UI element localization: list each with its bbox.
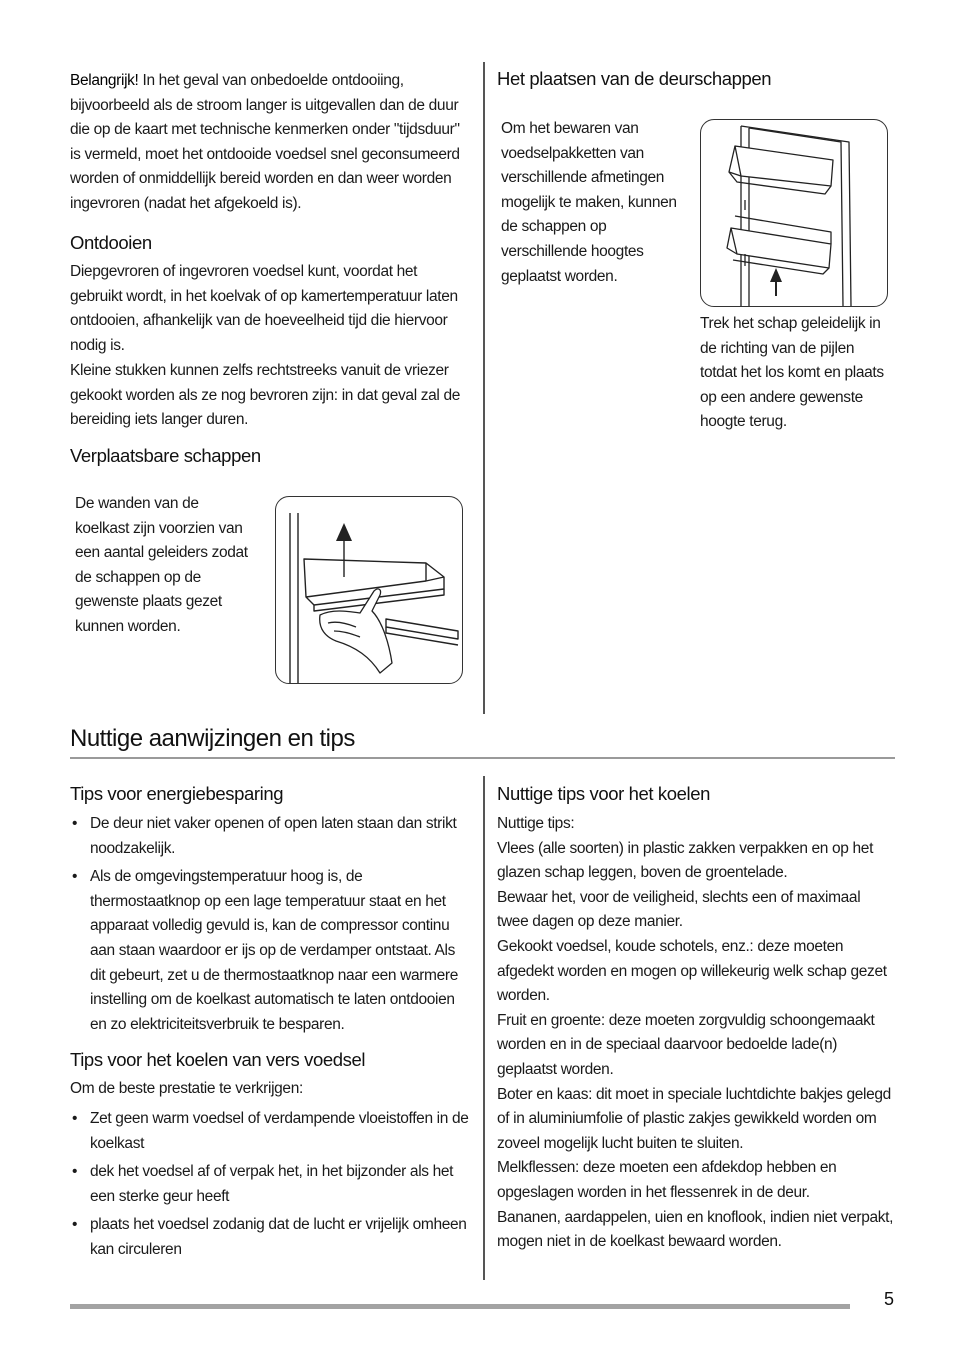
cooling-paragraph: Vlees (alle soorten) in plastic zakken verpakken en op het glazen schap leggen, boven de groentelade. — [497, 839, 874, 882]
thaw-paragraph-2: Kleine stukken kunnen zelfs rechtstreeks vanuit de vriezer gekookt worden als ze nog bevroren zijn: in dat geval zal de bereiding iets langer duren. — [70, 362, 461, 429]
fresh-bullet-3: plaats het voedsel zodanig dat de lucht er vrijelijk omheen kan circuleren — [90, 1216, 467, 1258]
up-arrow-icon — [770, 268, 782, 282]
section-title: Nuttige aanwijzingen en tips — [70, 725, 355, 752]
fresh-bullet-list — [70, 1107, 470, 1267]
cooling-paragraph: Fruit en groente: deze moeten zorgvuldig schoongemaakt worden en in de speciaal daarvoor bedoelde lade(n) geplaatst worden. — [497, 1011, 875, 1078]
thaw-heading: Ontdooien — [70, 232, 152, 253]
up-arrow-icon — [336, 523, 352, 541]
energy-bullet-2: Als de omgevingstemperatuur hoog is, de thermostaatknop op een lage temperatuur staat en het apparaat volledig gevuld is, kan de compressor continu aan staan waardoor er ijs op de verdamper ontstaat. Als dit gebeurt, zet u de thermostaatknop naar een warmere instelling om de koelkast automatisch te laten ontdooien en zo elektriciteitsverbruik te besparen. — [90, 868, 458, 1033]
important-text: In het geval van onbedoelde ontdooiing, bijvoorbeeld als de stroom langer is uitgevallen dan de duur die op de kaart met technische kenmerken onder "tijdsduur" is vermeld, moet het ontdooide voedsel snel geconsumeerd worden of onmiddellijk bereid worden en dan weer worden ingevroren (nadat het afgekoeld is). — [70, 72, 460, 212]
energy-bullet-list — [70, 812, 470, 1041]
list-item — [70, 812, 470, 861]
list-item — [70, 1160, 470, 1209]
thaw-paragraph-1: Diepgevroren of ingevroren voedsel kunt, voordat het gebruikt wordt, in het koelvak of op kamertemperatuur laten ontdooien, afhankelijk van de hoeveelheid tijd die hiervoor nodig is. — [70, 263, 458, 354]
energy-bullet-1: De deur niet vaker openen of open laten staan dan strikt noodzakelijk. — [90, 815, 457, 857]
list-item — [70, 865, 470, 1037]
list-item — [70, 1107, 470, 1156]
cooling-paragraph: Bewaar het, voor de veiligheid, slechts een of maximaal twee dagen op deze manier. — [497, 888, 861, 931]
door-shelves-text: Om het bewaren van voedselpakketten van verschillende afmetingen mogelijk te maken, kunnen de schappen op verschillende hoogtes geplaatst worden. — [501, 120, 677, 285]
bullet-icon: • — [72, 815, 78, 832]
fresh-bullet-2: dek het voedsel af of verpak het, in het bijzonder als het een sterke geur heeft — [90, 1163, 454, 1205]
important-paragraph — [70, 69, 470, 217]
energy-heading: Tips voor energiebesparing — [70, 783, 284, 804]
cooling-paragraph: Boter en kaas: dit moet in speciale luchtdichte bakjes gelegd of in aluminiumfolie of plastic zakjes gewikkeld worden om zoveel mogelijk lucht buiten te sluiten. — [497, 1085, 891, 1152]
cooling-paragraph: Bananen, aardappelen, uien en knoflook, indien niet verpakt, mogen niet in de koelkast bewaard worden. — [497, 1208, 894, 1251]
column-divider-bottom — [483, 776, 485, 1280]
cooling-paragraphs — [497, 812, 895, 1255]
cooling-paragraph: Nuttige tips: — [497, 815, 575, 832]
shelf-drawing — [276, 497, 462, 683]
page-number: 5 — [884, 1289, 895, 1309]
fresh-bullet-1: Zet geen warm voedsel of verdampende vloeistoffen in de koelkast — [90, 1110, 469, 1152]
bullet-icon: • — [72, 1163, 78, 1181]
cooling-paragraph: Melkflessen: deze moeten een afdekdop hebben en opgeslagen worden in het flessenrek in de deur. — [497, 1159, 837, 1201]
bullet-icon: • — [72, 1216, 78, 1234]
door-shelves-caption: Trek het schap geleidelijk in de richting van de pijlen totdat het los komt en plaats op een andere gewenste hoogte terug. — [700, 315, 884, 431]
shelf-illustration — [275, 496, 463, 684]
footer-rule — [70, 1304, 850, 1309]
bullet-icon: • — [72, 1110, 78, 1127]
fresh-heading: Tips voor het koelen van vers voedsel — [70, 1049, 366, 1070]
section-title-rule — [70, 757, 895, 759]
cooling-paragraph: Gekookt voedsel, koude schotels, enz.: deze moeten afgedekt worden en mogen op willekeurig welk schap gezet worden. — [497, 937, 887, 1005]
door-shelf-illustration — [700, 119, 888, 307]
list-item — [70, 1213, 470, 1262]
fresh-intro: Om de beste prestatie te verkrijgen: — [70, 1080, 303, 1097]
column-divider-top — [483, 62, 485, 714]
door-shelf-drawing — [701, 120, 887, 306]
door-shelves-heading: Het plaatsen van de deurschappen — [497, 68, 772, 89]
cooling-heading: Nuttige tips voor het koelen — [497, 783, 710, 804]
shelves-heading: Verplaatsbare schappen — [70, 445, 261, 466]
shelves-text: De wanden van de koelkast zijn voorzien van een aantal geleiders zodat de schappen op de gewenste plaats gezet kunnen worden. — [75, 495, 248, 635]
important-label: Belangrijk! — [70, 72, 139, 89]
bullet-icon: • — [72, 868, 78, 886]
